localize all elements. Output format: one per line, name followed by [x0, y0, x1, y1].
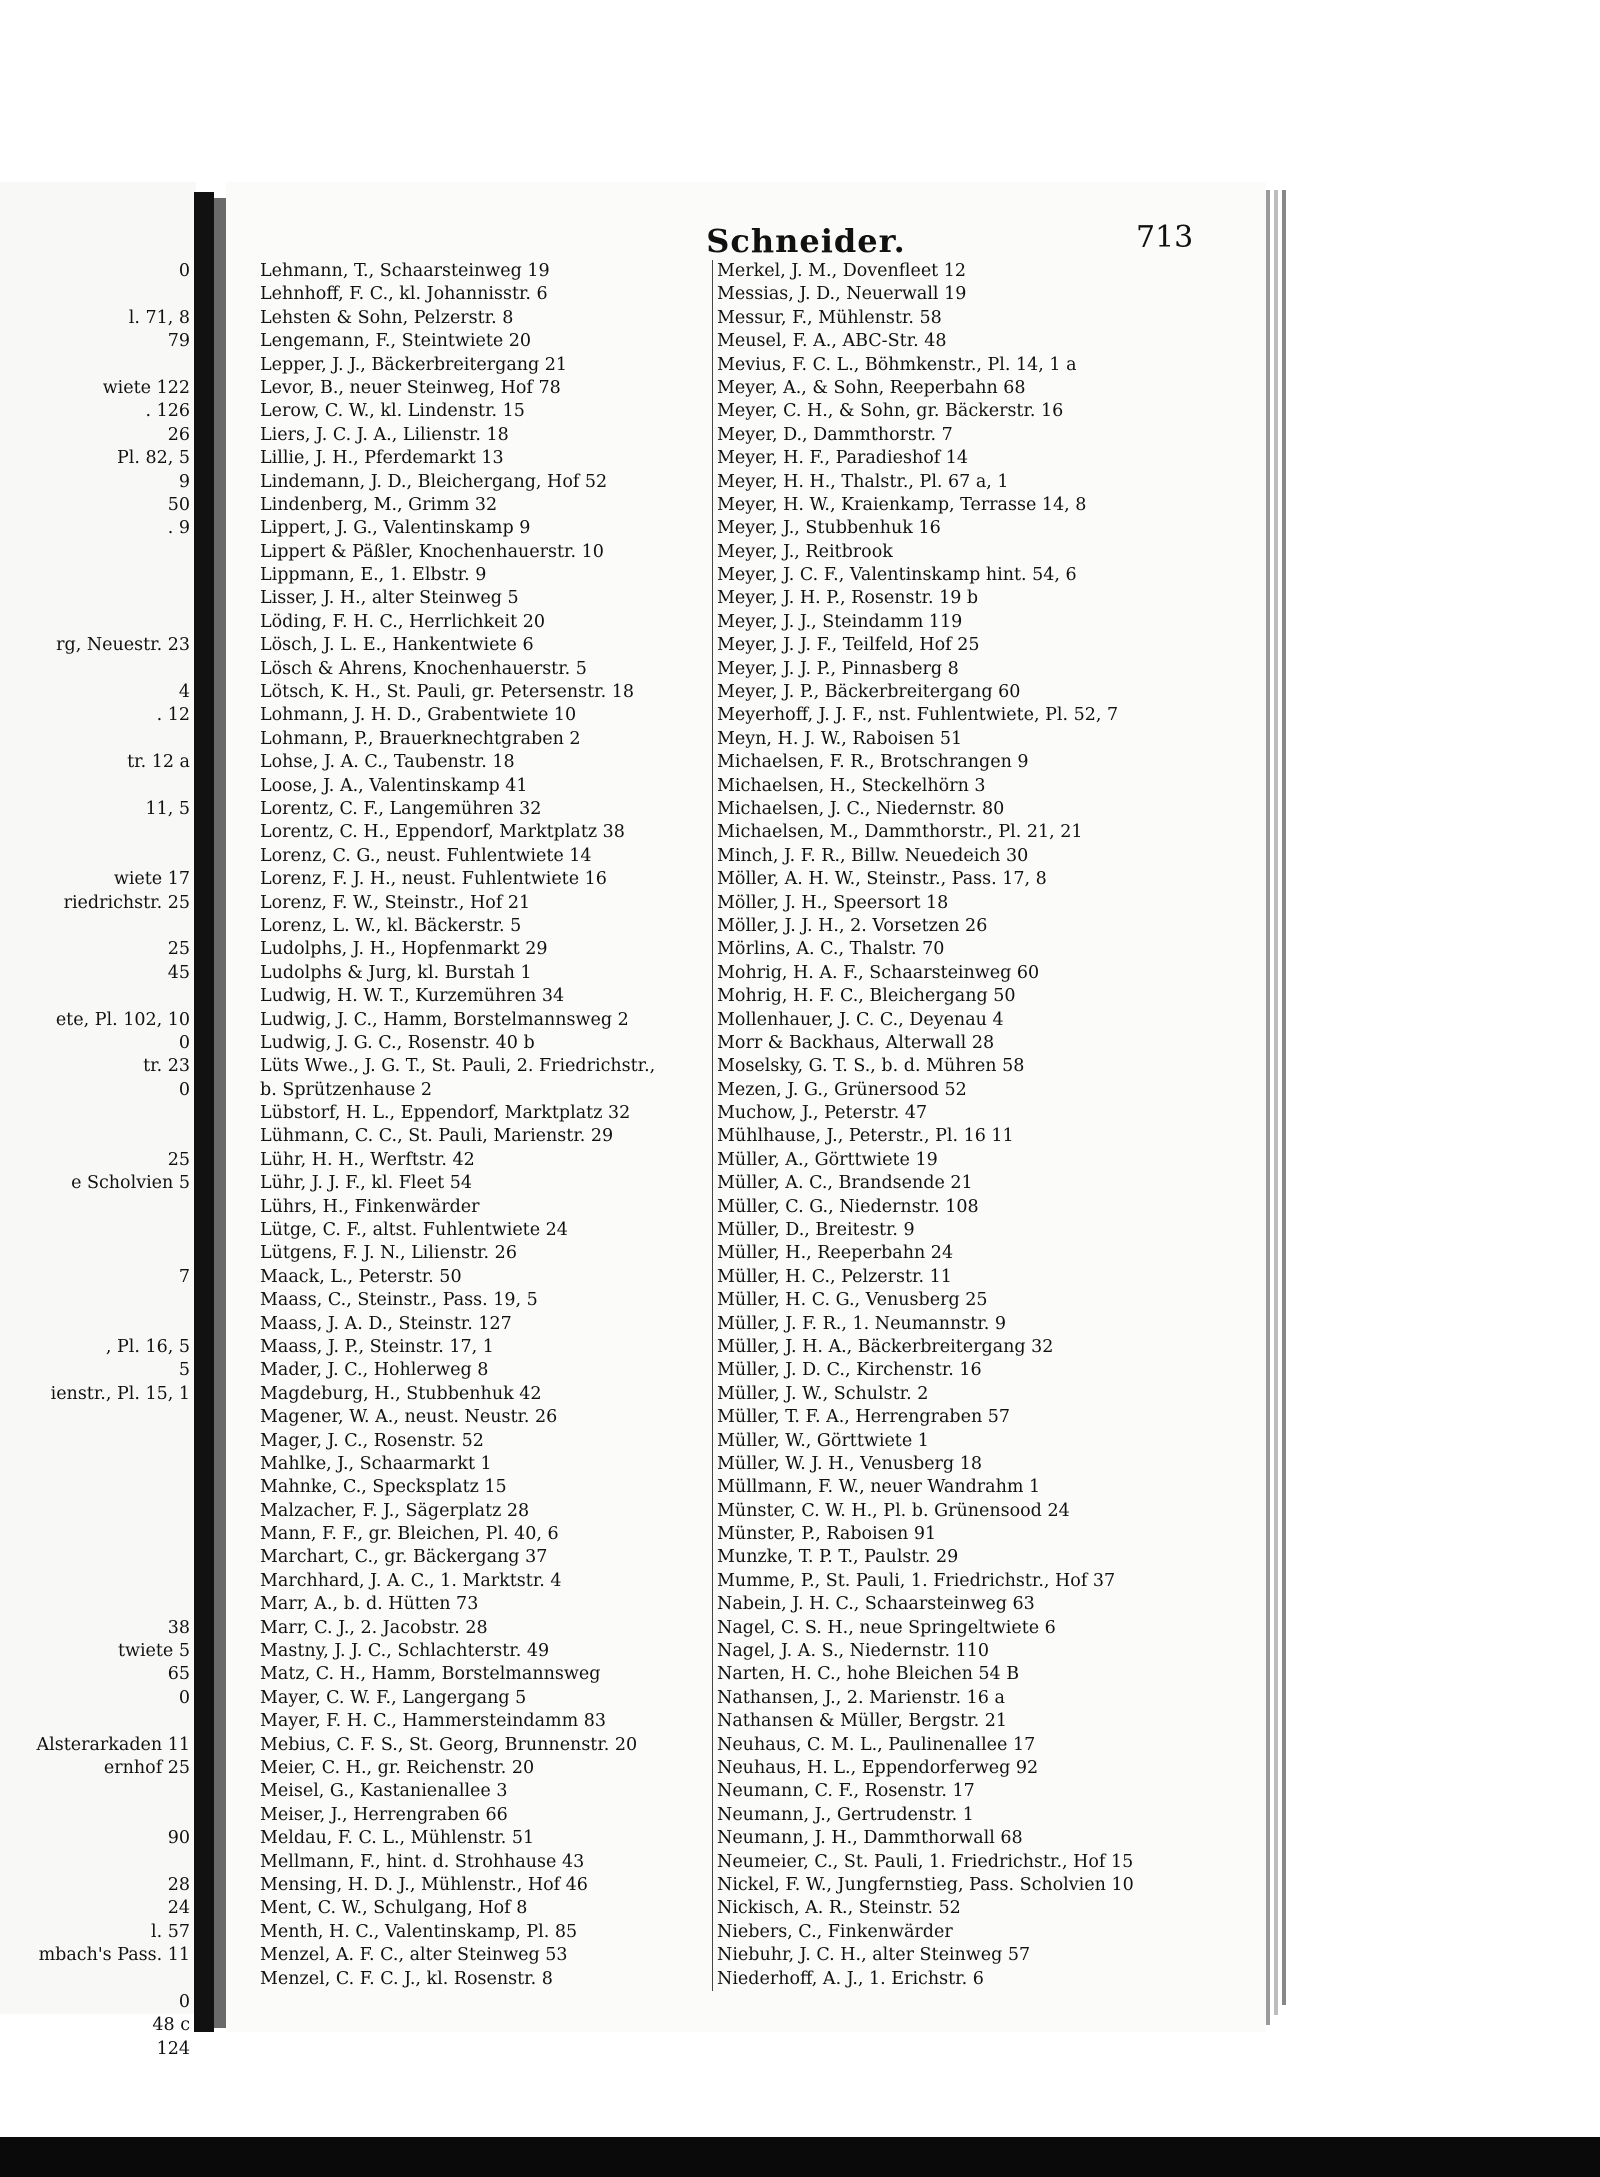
directory-entry: Lisser, J. H., alter Steinweg 5: [260, 588, 519, 609]
left-page-fragment: ienstr., Pl. 15, 1: [50, 1383, 190, 1404]
left-page-fragment: [0, 821, 190, 844]
directory-entry: Lerow, C. W., kl. Lindenstr. 15: [260, 401, 525, 422]
directory-entry: Möller, A. H. W., Steinstr., Pass. 17, 8: [717, 869, 1047, 890]
directory-entry: Meier, C. H., gr. Reichenstr. 20: [260, 1758, 535, 1778]
left-page-fragment: 79: [167, 331, 190, 352]
directory-entry: Magdeburg, H., Stubbenhuk 42: [260, 1383, 542, 1404]
directory-entry: Narten, H. C., hohe Bleichen 54 B: [717, 1664, 1020, 1685]
directory-entry: Mayer, C. W. F., Langergang 5: [260, 1687, 527, 1708]
directory-entry: Lorenz, F. W., Steinstr., Hof 21: [260, 892, 531, 913]
left-page-fragment: [0, 1196, 190, 1219]
directory-entry: Morr & Backhaus, Alterwall 28: [717, 1032, 995, 1053]
directory-entry: Muchow, J., Peterstr. 47: [717, 1103, 928, 1124]
directory-entry: Niederhoff, A. J., 1. Erichstr. 6: [717, 1968, 984, 1989]
directory-entry: Merkel, J. M., Dovenfleet 12: [717, 261, 967, 281]
directory-entry: Mörlins, A. C., Thalstr. 70: [717, 939, 945, 960]
directory-entry: Lehnhoff, F. C., kl. Johannisstr. 6: [260, 284, 548, 305]
left-page-fragment: 48 c: [152, 2015, 190, 2036]
directory-entry: Munzke, T. P. T., Paulstr. 29: [717, 1547, 959, 1568]
directory-entry: Messias, J. D., Neuerwall 19: [717, 284, 967, 305]
directory-entry: Marchhard, J. A. C., 1. Marktstr. 4: [260, 1570, 562, 1591]
directory-entry: Neuhaus, C. M. L., Paulinenallee 17: [717, 1734, 1036, 1755]
directory-entry: Lühmann, C. C., St. Pauli, Marienstr. 29: [260, 1126, 614, 1147]
directory-entry: Müller, H., Reeperbahn 24: [717, 1243, 954, 1264]
left-page-fragment: [0, 1219, 190, 1242]
directory-entry: Meldau, F. C. L., Mühlenstr. 51: [260, 1828, 535, 1849]
directory-entry: Menzel, C. F. C. J., kl. Rosenstr. 8: [260, 1968, 553, 1989]
left-page-fragment: ernhof 25: [103, 1758, 190, 1778]
directory-entry: Meyer, A., & Sohn, Reeperbahn 68: [717, 377, 1026, 398]
directory-entry: Meiser, J., Herrengraben 66: [260, 1804, 508, 1825]
directory-entry: Meyer, J. J., Steindamm 119: [717, 611, 963, 632]
left-page-fragment: 5: [178, 1360, 190, 1381]
left-page-fragment: 28: [167, 1874, 190, 1895]
directory-entry: Müllmann, F. W., neuer Wandrahm 1: [717, 1477, 1041, 1498]
left-page: [0, 182, 196, 2059]
page-edge: [1274, 190, 1278, 2015]
directory-entry: Lösch, J. L. E., Hankentwiete 6: [260, 635, 534, 656]
left-page-fragment: 24: [167, 1898, 190, 1919]
directory-column-right: [712, 260, 1237, 1991]
left-page-fragment: [0, 1500, 190, 1523]
left-page-fragment: [0, 564, 190, 587]
page-edge: [1266, 190, 1270, 2025]
left-page-fragment: [0, 1804, 190, 1827]
left-page-fragment: 4: [178, 682, 190, 703]
directory-entry: Menzel, A. F. C., alter Steinweg 53: [260, 1945, 568, 1966]
directory-entry: Lorenz, L. W., kl. Bäckerstr. 5: [260, 915, 522, 936]
left-page-fragment: l. 57: [151, 1921, 190, 1942]
directory-entry: Meyer, J. P., Bäckerbreitergang 60: [717, 682, 1021, 703]
left-page-fragment: . 126: [145, 401, 190, 422]
directory-entry: Nickel, F. W., Jungfernstieg, Pass. Scholvien 10: [717, 1874, 1134, 1895]
directory-entry: Lötsch, K. H., St. Pauli, gr. Petersenstr. 18: [260, 682, 635, 703]
book-gutter: [194, 192, 214, 2032]
directory-entry: Lengemann, F., Steintwiete 20: [260, 331, 532, 352]
directory-entry: Meyer, H. F., Paradieshof 14: [717, 448, 969, 469]
directory-entry: Maack, L., Peterstr. 50: [260, 1266, 462, 1287]
directory-entry: Möller, J. J. H., 2. Vorsetzen 26: [717, 915, 988, 936]
left-page-fragment: [0, 283, 190, 306]
directory-entry: Lohmann, P., Brauerknechtgraben 2: [260, 728, 581, 749]
left-page-fragment: rg, Neuestr. 23: [56, 635, 190, 656]
left-page-fragment: . 9: [167, 518, 190, 539]
directory-entry: Meyer, J. J. F., Teilfeld, Hof 25: [717, 635, 980, 656]
directory-entry: Liers, J. C. J. A., Lilienstr. 18: [260, 424, 509, 445]
directory-entry: Mensing, H. D. J., Mühlenstr., Hof 46: [260, 1874, 588, 1895]
directory-entry: Marchart, C., gr. Bäckergang 37: [260, 1547, 548, 1568]
left-page-fragment: [0, 915, 190, 938]
directory-entry: Münster, P., Raboisen 91: [717, 1524, 937, 1545]
directory-entry: Magener, W. A., neust. Neustr. 26: [260, 1407, 558, 1428]
left-page-fragment: [0, 1593, 190, 1616]
directory-entry: Nagel, J. A. S., Niedernstr. 110: [717, 1641, 990, 1662]
directory-entry: Meyn, H. J. W., Raboisen 51: [717, 728, 963, 749]
directory-column-left: [260, 260, 730, 1991]
directory-entry: Meyer, J., Stubbenhuk 16: [717, 518, 941, 539]
left-page-fragment: [0, 1476, 190, 1499]
directory-entry: Lippert, J. G., Valentinskamp 9: [260, 518, 531, 539]
directory-entry: Lindemann, J. D., Bleichergang, Hof 52: [260, 471, 608, 492]
directory-entry: Ment, C. W., Schulgang, Hof 8: [260, 1898, 528, 1919]
directory-entry: Müller, A. C., Brandsende 21: [717, 1173, 973, 1194]
left-page-fragments: [0, 260, 190, 2061]
left-page-fragment: [0, 1125, 190, 1148]
running-head: Schneider.: [706, 222, 906, 260]
directory-entry: Levor, B., neuer Steinweg, Hof 78: [260, 377, 561, 398]
left-page-fragment: 7: [178, 1266, 190, 1287]
left-page-fragment: 38: [167, 1617, 190, 1638]
directory-entry: Müller, D., Breitestr. 9: [717, 1220, 915, 1241]
directory-entry: Müller, J. D. C., Kirchenstr. 16: [717, 1360, 982, 1381]
directory-entry: Lippmann, E., 1. Elbstr. 9: [260, 565, 487, 586]
left-page-fragment: [0, 541, 190, 564]
left-page-fragment: [0, 985, 190, 1008]
directory-entry: Ludwig, J. C., Hamm, Borstelmannsweg 2: [260, 1009, 629, 1030]
directory-entry: Müller, C. G., Niedernstr. 108: [717, 1196, 979, 1217]
left-page-fragment: e Scholvien 5: [71, 1173, 190, 1194]
directory-entry: Mezen, J. G., Grünersood 52: [717, 1079, 967, 1100]
directory-entry: Meyer, D., Dammthorstr. 7: [717, 424, 953, 445]
directory-entry: Nickisch, A. R., Steinstr. 52: [717, 1898, 961, 1919]
left-page-fragment: [0, 1242, 190, 1265]
directory-entry: Mahlke, J., Schaarmarkt 1: [260, 1453, 492, 1474]
directory-entry: Mühlhause, J., Peterstr., Pl. 16 11: [717, 1126, 1014, 1147]
left-page-fragment: [0, 587, 190, 610]
directory-entry: Meyer, C. H., & Sohn, gr. Bäckerstr. 16: [717, 401, 1064, 422]
directory-entry: Neumann, J., Gertrudenstr. 1: [717, 1804, 974, 1825]
directory-entry: Müller, J. W., Schulstr. 2: [717, 1383, 929, 1404]
left-page-fragment: riedrichstr. 25: [63, 892, 190, 913]
directory-entry: Lehsten & Sohn, Pelzerstr. 8: [260, 307, 514, 328]
directory-entry: Malzacher, F. J., Sägerplatz 28: [260, 1500, 530, 1521]
directory-entry: Müller, H. C., Pelzerstr. 11: [717, 1266, 952, 1287]
left-page-fragment: 11, 5: [145, 798, 190, 819]
left-page-fragment: tr. 23: [143, 1056, 190, 1077]
directory-entry: Mebius, C. F. S., St. Georg, Brunnenstr. 20: [260, 1734, 638, 1755]
directory-entry: Michaelsen, M., Dammthorstr., Pl. 21, 21: [717, 822, 1083, 843]
directory-entry: Lührs, H., Finkenwärder: [260, 1196, 480, 1217]
left-page-fragment: [0, 845, 190, 868]
left-page-fragment: [0, 1968, 190, 1991]
directory-entry: Mohrig, H. A. F., Schaarsteinweg 60: [717, 962, 1040, 983]
page-number: 713: [1136, 220, 1194, 255]
directory-entry: Messur, F., Mühlenstr. 58: [717, 307, 942, 328]
directory-entry: Maass, J. A. D., Steinstr. 127: [260, 1313, 512, 1334]
left-page-fragment: 25: [167, 939, 190, 960]
left-page-fragment: [0, 1570, 190, 1593]
directory-entry: Lorenz, C. G., neust. Fuhlentwiete 14: [260, 845, 592, 866]
directory-entry: Müller, A., Görttwiete 19: [717, 1149, 938, 1170]
directory-entry: Mader, J. C., Hohlerweg 8: [260, 1360, 489, 1381]
left-page-fragment: 0: [178, 1991, 190, 2012]
directory-entry: Lillie, J. H., Pferdemarkt 13: [260, 448, 504, 469]
directory-entry: Mahnke, C., Specksplatz 15: [260, 1477, 507, 1498]
directory-entry: Lehmann, T., Schaarsteinweg 19: [260, 261, 550, 281]
directory-entry: Neumeier, C., St. Pauli, 1. Friedrichstr., Hof 15: [717, 1851, 1134, 1872]
directory-entry: Lepper, J. J., Bäckerbreitergang 21: [260, 354, 568, 375]
directory-entry: Mastny, J. J. C., Schlachterstr. 49: [260, 1641, 550, 1662]
left-page-fragment: [0, 354, 190, 377]
directory-entry: Lindenberg, M., Grimm 32: [260, 494, 498, 515]
directory-entry: Mumme, P., St. Pauli, 1. Friedrichstr., Hof 37: [717, 1570, 1116, 1591]
right-page: [226, 182, 1266, 2032]
directory-entry: Müller, J. F. R., 1. Neumannstr. 9: [717, 1313, 1006, 1334]
directory-entry: Mager, J. C., Rosenstr. 52: [260, 1430, 484, 1451]
directory-entry: Meyer, H. W., Kraienkamp, Terrasse 14, 8: [717, 494, 1087, 515]
directory-entry: Lösch & Ahrens, Knochenhauerstr. 5: [260, 658, 587, 679]
left-page-fragment: [0, 1313, 190, 1336]
directory-entry: Lorenz, F. J. H., neust. Fuhlentwiete 16: [260, 869, 607, 890]
left-page-fragment: [0, 1102, 190, 1125]
directory-entry: Müller, T. F. A., Herrengraben 57: [717, 1407, 1011, 1428]
left-page-fragment: 25: [167, 1149, 190, 1170]
left-page-fragment: [0, 1406, 190, 1429]
directory-entry: Marr, A., b. d. Hütten 73: [260, 1594, 479, 1615]
directory-entry: Maass, J. P., Steinstr. 17, 1: [260, 1336, 494, 1357]
left-page-fragment: [0, 1780, 190, 1803]
left-page-fragment: [0, 1851, 190, 1874]
left-page-fragment: [0, 611, 190, 634]
directory-entry: Ludwig, J. G. C., Rosenstr. 40 b: [260, 1032, 535, 1053]
directory-entry: Lorentz, C. H., Eppendorf, Marktplatz 38: [260, 822, 625, 843]
directory-entry: Müller, W. J. H., Venusberg 18: [717, 1453, 982, 1474]
directory-entry: Matz, C. H., Hamm, Borstelmannsweg: [260, 1664, 601, 1685]
directory-entry: Meyer, H. H., Thalstr., Pl. 67 a, 1: [717, 471, 1009, 492]
directory-entry: Mevius, F. C. L., Böhmkenstr., Pl. 14, 1 a: [717, 354, 1077, 375]
left-page-fragment: Pl. 82, 5: [116, 448, 190, 469]
directory-entry: Lütgens, F. J. N., Lilienstr. 26: [260, 1243, 517, 1264]
page-edge: [1282, 190, 1286, 2005]
directory-entry: Niebers, C., Finkenwärder: [717, 1921, 953, 1942]
directory-entry: Lippert & Päßler, Knochenhauerstr. 10: [260, 541, 604, 562]
directory-entry: Meyer, J. J. P., Pinnasberg 8: [717, 658, 959, 679]
left-page-fragment: [0, 1546, 190, 1569]
scan-bottom-shadow: [0, 2137, 1600, 2177]
directory-entry: Möller, J. H., Speersort 18: [717, 892, 949, 913]
directory-entry: Lühr, J. J. F., kl. Fleet 54: [260, 1173, 473, 1194]
directory-entry: Meisel, G., Kastanienallee 3: [260, 1781, 508, 1802]
directory-entry: Münster, C. W. H., Pl. b. Grünensood 24: [717, 1500, 1070, 1521]
left-page-fragment: 45: [167, 962, 190, 983]
left-page-fragment: l. 71, 8: [128, 307, 190, 328]
directory-entry: Michaelsen, J. C., Niedernstr. 80: [717, 798, 1005, 819]
directory-entry: Lohmann, J. H. D., Grabentwiete 10: [260, 705, 577, 726]
directory-entry: Ludwig, H. W. T., Kurzemühren 34: [260, 986, 565, 1007]
left-page-fragment: wiete 17: [113, 869, 190, 890]
left-page-fragment: 0: [178, 261, 190, 281]
directory-entry: Lohse, J. A. C., Taubenstr. 18: [260, 752, 515, 773]
left-page-fragment: . 12: [156, 705, 190, 726]
left-page-fragment: ete, Pl. 102, 10: [55, 1009, 190, 1030]
directory-entry: Lorentz, C. F., Langemühren 32: [260, 798, 542, 819]
left-page-fragment: 0: [178, 1687, 190, 1708]
directory-entry: Meyerhoff, J. J. F., nst. Fuhlentwiete, Pl. 52, 7: [717, 705, 1119, 726]
left-page-fragment: wiete 122: [102, 377, 190, 398]
left-page-fragment: 124: [156, 2038, 190, 2059]
directory-entry: Mohrig, H. F. C., Bleichergang 50: [717, 986, 1016, 1007]
left-page-fragment: mbach's Pass. 11: [38, 1945, 190, 1966]
left-page-fragment: [0, 1453, 190, 1476]
directory-entry: Niebuhr, J. C. H., alter Steinweg 57: [717, 1945, 1031, 1966]
directory-entry: Müller, J. H. A., Bäckerbreitergang 32: [717, 1336, 1054, 1357]
left-page-fragment: 50: [167, 494, 190, 515]
directory-entry: Maass, C., Steinstr., Pass. 19, 5: [260, 1290, 538, 1311]
left-page-fragment: [0, 728, 190, 751]
left-page-fragment: twiete 5: [117, 1641, 190, 1662]
directory-entry: Ludolphs, J. H., Hopfenmarkt 29: [260, 939, 548, 960]
directory-entry: Lübstorf, H. L., Eppendorf, Marktplatz 32: [260, 1103, 631, 1124]
directory-entry: Meyer, J. H. P., Rosenstr. 19 b: [717, 588, 979, 609]
directory-entry: Meyer, J. C. F., Valentinskamp hint. 54, 6: [717, 565, 1077, 586]
left-page-fragment: 26: [167, 424, 190, 445]
directory-entry: Müller, H. C. G., Venusberg 25: [717, 1290, 988, 1311]
directory-entry: Meyer, J., Reitbrook: [717, 541, 893, 562]
directory-entry: Lühr, H. H., Werftstr. 42: [260, 1149, 475, 1170]
left-page-fragment: 0: [178, 1079, 190, 1100]
directory-entry: Neumann, C. F., Rosenstr. 17: [717, 1781, 975, 1802]
left-page-fragment: [0, 1710, 190, 1733]
directory-entry: Mellmann, F., hint. d. Strohhause 43: [260, 1851, 585, 1872]
directory-entry: Neumann, J. H., Dammthorwall 68: [717, 1828, 1023, 1849]
directory-entry: Meusel, F. A., ABC-Str. 48: [717, 331, 947, 352]
directory-entry: Mollenhauer, J. C. C., Deyenau 4: [717, 1009, 1004, 1030]
directory-entry: Loose, J. A., Valentinskamp 41: [260, 775, 528, 796]
directory-entry: Lütge, C. F., altst. Fuhlentwiete 24: [260, 1220, 568, 1241]
left-page-fragment: [0, 1523, 190, 1546]
directory-entry: Michaelsen, F. R., Brotschrangen 9: [717, 752, 1029, 773]
directory-entry: Löding, F. H. C., Herrlichkeit 20: [260, 611, 545, 632]
left-page-fragment: 90: [167, 1828, 190, 1849]
directory-entry: Lüts Wwe., J. G. T., St. Pauli, 2. Friedrichstr.,: [260, 1056, 656, 1077]
left-page-fragment: [0, 658, 190, 681]
left-page-fragment: 65: [167, 1664, 190, 1685]
directory-entry: Nathansen & Müller, Bergstr. 21: [717, 1711, 1008, 1732]
directory-entry: Nabein, J. H. C., Schaarsteinweg 63: [717, 1594, 1035, 1615]
left-page-fragment: 9: [178, 471, 190, 492]
directory-entry: Mann, F. F., gr. Bleichen, Pl. 40, 6: [260, 1524, 559, 1545]
directory-entry: Ludolphs & Jurg, kl. Burstah 1: [260, 962, 532, 983]
left-page-fragment: [0, 1430, 190, 1453]
left-page-fragment: tr. 12 a: [127, 752, 190, 773]
directory-entry: Müller, W., Görttwiete 1: [717, 1430, 929, 1451]
directory-entry: b. Sprützenhause 2: [260, 1079, 433, 1100]
left-page-fragment: Alsterarkaden 11: [36, 1734, 190, 1755]
directory-entry: Mayer, F. H. C., Hammersteindamm 83: [260, 1711, 607, 1732]
directory-entry: Moselsky, G. T. S., b. d. Mühren 58: [717, 1056, 1025, 1077]
left-page-fragment: , Pl. 16, 5: [105, 1336, 190, 1357]
directory-entry: Marr, C. J., 2. Jacobstr. 28: [260, 1617, 488, 1638]
directory-entry: Menth, H. C., Valentinskamp, Pl. 85: [260, 1921, 578, 1942]
directory-entry: Michaelsen, H., Steckelhörn 3: [717, 775, 986, 796]
directory-entry: Nagel, C. S. H., neue Springeltwiete 6: [717, 1617, 1056, 1638]
left-page-fragment: [0, 1289, 190, 1312]
directory-entry: Minch, J. F. R., Billw. Neuedeich 30: [717, 845, 1029, 866]
left-page-fragment: 0: [178, 1032, 190, 1053]
directory-entry: Nathansen, J., 2. Marienstr. 16 a: [717, 1687, 1005, 1708]
left-page-fragment: [0, 775, 190, 798]
directory-entry: Neuhaus, H. L., Eppendorferweg 92: [717, 1758, 1039, 1778]
